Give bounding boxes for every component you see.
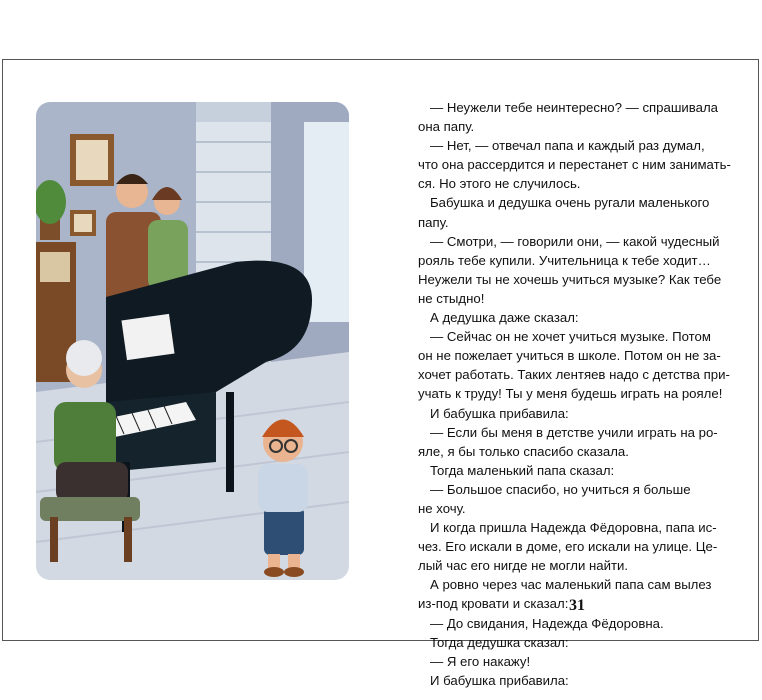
text-line: лый час его нигде не могли найти.	[418, 558, 629, 574]
text-line: Тогда дедушка сказал:	[430, 634, 569, 650]
text-line: — До свидания, Надежда Фёдоровна.	[430, 615, 664, 631]
text-line: что она рассердится и перестанет с ним занимать-	[418, 157, 731, 173]
page-number: 31	[569, 597, 585, 614]
text-line: — Большое спасибо, но учиться я больше	[430, 481, 691, 497]
text-line: И бабушка прибавила:	[430, 405, 569, 421]
text-line: папу.	[418, 214, 449, 230]
text-line: не хочу.	[418, 500, 466, 516]
book-page	[2, 59, 759, 688]
text-line: — Если бы меня в детстве учили играть на ро-	[430, 424, 718, 440]
text-line: из-под кровати и сказал:	[418, 596, 569, 612]
text-line: — Сейчас он не хочет учиться музыке. Потом	[430, 329, 711, 345]
text-line: ся. Но этого не случилось.	[418, 176, 581, 192]
text-line: — Нет, — отвечал папа и каждый раз думал,	[430, 138, 705, 154]
text-line: И когда пришла Надежда Фёдоровна, папа ис-	[430, 520, 717, 536]
text-line: Бабушка и дедушка очень ругали маленького	[430, 195, 710, 211]
text-line: И бабушка прибавила:	[430, 672, 569, 688]
text-line: рояль тебе купили. Учительница к тебе ходит…	[418, 252, 711, 268]
text-line: она папу.	[418, 119, 475, 135]
text-line: не стыдно!	[418, 290, 485, 306]
illustration-piano-lesson	[36, 102, 349, 580]
text-line: Тогда маленький папа сказал:	[430, 462, 615, 478]
text-line: чез. Его искали в доме, его искали на улице. Це-	[418, 539, 718, 555]
text-line: яле, я бы только спасибо сказала.	[418, 443, 629, 459]
text-line: Неужели ты не хочешь учиться музыке? Как тебе	[418, 271, 722, 287]
text-line: учать к труду! Ты у меня будешь играть на рояле!	[418, 386, 723, 402]
text-line: — Я его накажу!	[430, 653, 531, 669]
text-line: он не пожелает учиться в школе. Потом он не за-	[418, 348, 721, 364]
text-line: хочет работать. Таких лентяев надо с детства при-	[418, 367, 730, 383]
text-line: — Неужели тебе неинтересно? — спрашивала	[430, 100, 719, 115]
text-line: — Смотри, — говорили они, — какой чудесный	[430, 233, 720, 249]
text-line: А дедушка даже сказал:	[430, 310, 579, 326]
text-line: А ровно через час маленький папа сам вылез	[430, 577, 712, 593]
